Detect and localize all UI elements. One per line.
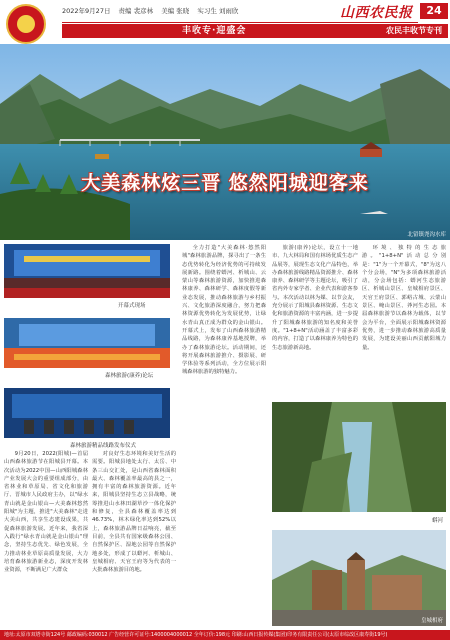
page-number: 24 bbox=[420, 3, 448, 19]
release-stage-illustration bbox=[4, 388, 170, 438]
forum-stage-illustration bbox=[4, 318, 170, 368]
issue-info bbox=[62, 6, 244, 15]
article-column-2 bbox=[92, 450, 176, 628]
photo5-caption: 皇城相府 bbox=[420, 618, 443, 624]
article-column-1 bbox=[4, 450, 88, 628]
header-divider bbox=[62, 22, 418, 23]
photo2-caption: 森林旅游(康养)论坛 bbox=[105, 373, 154, 379]
castle-illustration bbox=[272, 530, 446, 626]
photo4-caption: 蟒河 bbox=[432, 518, 444, 524]
newspaper-brand: 山西农民报 bbox=[340, 5, 413, 21]
section-title: 丰收专·迎盛会 bbox=[182, 26, 247, 36]
hero-photo bbox=[0, 44, 450, 240]
stage-screen-illustration bbox=[4, 244, 170, 298]
article-column-5 bbox=[362, 244, 446, 396]
designer-credit: 美编 张晓 bbox=[161, 7, 190, 15]
column-name: 农民丰收节专刊 bbox=[386, 26, 442, 35]
article-column-4 bbox=[272, 244, 358, 396]
article-text-5: 环境、独特的生态旅游。"1+8+N"活动总分别是："1"为一个开幕式，"8"为这八个分会场，"N"为多项森林旅游活动，分会场包括：蟒河生态旅游区、析城山景区、皇城相府景区、天官王府景区、郭峪古城、云蒙山景区、崦山景区、莽河生态园。本届森林旅游节以森林为载体，以节会为平台，全面展示阳城森林资源优势，进一步推动森林旅游高质量发展，为建设美丽山西贡献阳城力量。 bbox=[362, 245, 446, 351]
forum-photo bbox=[4, 318, 170, 368]
footer-bar: 地址:太原市双塔寺街124号 邮政编码:030012 广告经营许可证号:1400004000012 全年订价:198元 印刷:山西日报传媒(集团)印务有限责任公司(太原市综改区康寿街19号) bbox=[0, 630, 450, 640]
photo3-caption: 森林旅游精品线路发布仪式 bbox=[70, 443, 137, 449]
photo1-caption: 开幕式现场 bbox=[118, 303, 146, 309]
manghe-photo bbox=[272, 402, 446, 512]
editor-credit: 责编 裴彦林 bbox=[118, 7, 154, 15]
section-band bbox=[62, 24, 448, 38]
hero-caption: 北留镇尧沟水库 bbox=[407, 232, 446, 238]
article-column-3 bbox=[182, 244, 266, 628]
article-text-2: 对良好生态环境和美好生活的需要。阳城县地处太行、太岳、中条三山交汇处，是山西省森林面积最大、森林覆盖率最高的县之一，拥有丰富的森林旅游资源。近年来，阳城县坚持生态立县战略，统筹推进山水林田湖草沙一体化保护和修复，全县森林覆盖率达到46.73%，林木绿化率达到52%以上，森林旅游品牌日益响亮，截至目前，全县共有国家级森林公园、自然保护区、湿地公园等自然保护地多处，形成了以蟒河、析城山、皇城相府、天官王府等为代表的一大批森林旅游目的地。 bbox=[92, 451, 176, 574]
article-text-3: 全力打造"大美森林·悠然阳城"森林旅游品牌，探寻出了一条生态优势转化为经济优势的可持续发展新路。围绕着蟒河、析城山、云蒙山等森林旅游资源，加快推进森林康养、森林研学、森林度假等新业态发展，推动森林旅游与乡村振兴、文化旅游深度融合，努力把森林资源优势转化为发展优势，让绿水青山真正成为群众的金山银山。开幕式上，发布了山西森林旅游精品线路，为森林康养基地授牌，举办了森林旅游论坛。活动期间，还将开展森林旅游推介、摄影展、研学体验等系列活动，全方位展示阳城森林旅游的独特魅力。 bbox=[182, 245, 266, 376]
gorge-illustration bbox=[272, 402, 446, 512]
article-text-1: 9月20日，2022(阳城)—首届山西森林旅游节在阳城县开幕。本次活动为2022中国—山西阳城森林产业发展大会的重要组成部分，由省林业和草原局、省文化和旅游厅、晋城市人民政府主办，以"绿水青山就是金山银山—大美森林悠然阳城"为主题，推进"大美森林"走进大美山西，共享生态建设成果，共促森林旅游发展。近年来，我省深入践行"绿水青山就是金山银山"理念，坚持生态优先、绿色发展，全力推动林业草原高质量发展，大力培育森林旅游新业态，深度开发林业资源，不断满足广大群众 bbox=[4, 451, 88, 574]
lake-landscape-illustration bbox=[0, 44, 450, 240]
issue-date: 2022年9月27日 bbox=[62, 7, 111, 15]
huangcheng-photo bbox=[272, 530, 446, 626]
newspaper-seal-logo bbox=[6, 4, 46, 44]
hero-headline: 大美森林炫三晋 悠然阳城迎客来 bbox=[81, 172, 369, 194]
route-release-photo bbox=[4, 388, 170, 438]
seal-emblem-icon bbox=[17, 15, 35, 33]
opening-ceremony-photo bbox=[4, 244, 170, 298]
article-text-4: 旅游(康养)论坛，设立十一地市、九大林局和国有林场优质生态产品展等，展现生态文化产品特色，举办森林旅游线路精品资源推介、森林康养、森林研学等主题论坛，吸引了省内外专家学者、企业代表和游客参与。本次活动以林为媒、以节会友，充分展示了阳城县森林资源、生态文化和旅游资源的丰富内涵，进一步提升了阳城森林旅游的知名度和美誉度。"1+8+N"活动涵盖了丰富多彩的内容，打造了以森林康养为特色的生态旅游新高地。 bbox=[272, 245, 358, 351]
proofreader-credit: 实习生 刘雨欣 bbox=[197, 7, 239, 15]
